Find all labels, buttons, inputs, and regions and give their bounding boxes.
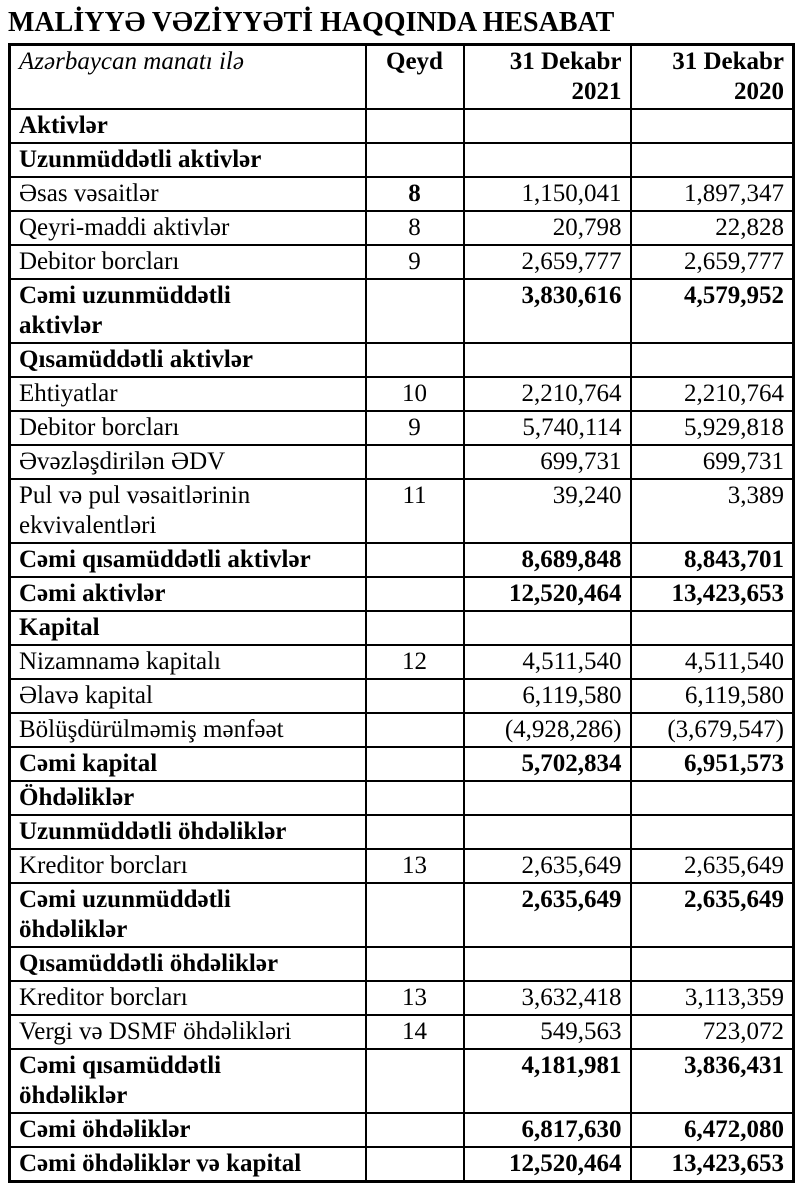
row-value-2021: 2,635,649 bbox=[464, 849, 631, 883]
row-value-2020: 1,897,347 bbox=[631, 177, 794, 211]
page-title: MALİYYƏ VƏZİYYƏTİ HAQQINDA HESABAT bbox=[8, 7, 615, 38]
row-label: Əsas vəsaitlər bbox=[10, 177, 366, 211]
row-label: Nizamnamə kapitalı bbox=[10, 645, 366, 679]
row-value-2021 bbox=[464, 343, 631, 377]
row-value-2020: 2,210,764 bbox=[631, 377, 794, 411]
table-row bbox=[10, 611, 794, 645]
row-note bbox=[366, 747, 464, 781]
row-value-2021 bbox=[464, 143, 631, 177]
row-label: Cəmi uzunmüddətli aktivlər bbox=[10, 279, 366, 343]
row-value-2021: 2,210,764 bbox=[464, 377, 631, 411]
row-value-2020: 6,119,580 bbox=[631, 679, 794, 713]
row-label: Cəmi öhdəliklər bbox=[10, 1113, 366, 1147]
row-value-2020: 13,423,653 bbox=[631, 577, 794, 611]
row-value-2021: 4,511,540 bbox=[464, 645, 631, 679]
table-row bbox=[10, 1049, 794, 1113]
row-label: Vergi və DSMF öhdəlikləri bbox=[10, 1015, 366, 1049]
row-value-2021 bbox=[464, 781, 631, 815]
table-row bbox=[10, 245, 794, 279]
row-value-2021: 3,632,418 bbox=[464, 981, 631, 1015]
row-value-2021: (4,928,286) bbox=[464, 713, 631, 747]
header-currency-note: Azərbaycan manatı ilə bbox=[10, 45, 366, 110]
row-value-2020: 3,113,359 bbox=[631, 981, 794, 1015]
table-row bbox=[10, 445, 794, 479]
row-label: Qısamüddətli aktivlər bbox=[10, 343, 366, 377]
row-value-2020: 4,579,952 bbox=[631, 279, 794, 343]
table-row bbox=[10, 815, 794, 849]
table-header-row bbox=[10, 45, 794, 110]
row-note: 8 bbox=[366, 211, 464, 245]
row-note: 9 bbox=[366, 411, 464, 445]
row-note bbox=[366, 781, 464, 815]
table-row bbox=[10, 947, 794, 981]
row-value-2020 bbox=[631, 815, 794, 849]
table-row bbox=[10, 143, 794, 177]
row-value-2020: 723,072 bbox=[631, 1015, 794, 1049]
row-note: 11 bbox=[366, 479, 464, 543]
row-value-2021: 5,740,114 bbox=[464, 411, 631, 445]
row-value-2020: 13,423,653 bbox=[631, 1147, 794, 1182]
row-value-2020 bbox=[631, 781, 794, 815]
row-label: Bölüşdürülməmiş mənfəət bbox=[10, 713, 366, 747]
row-value-2020: 22,828 bbox=[631, 211, 794, 245]
table-row bbox=[10, 1147, 794, 1182]
row-note bbox=[366, 1049, 464, 1113]
table-row bbox=[10, 109, 794, 143]
row-note: 12 bbox=[366, 645, 464, 679]
header-year-2020: 31 Dekabr 2020 bbox=[631, 45, 794, 110]
table-row bbox=[10, 1015, 794, 1049]
table-row bbox=[10, 713, 794, 747]
row-value-2021: 4,181,981 bbox=[464, 1049, 631, 1113]
row-value-2021: 2,635,649 bbox=[464, 883, 631, 947]
row-label: Cəmi öhdəliklər və kapital bbox=[10, 1147, 366, 1182]
table-row bbox=[10, 645, 794, 679]
row-note bbox=[366, 143, 464, 177]
row-note bbox=[366, 947, 464, 981]
row-label: Kreditor borcları bbox=[10, 849, 366, 883]
row-note: 14 bbox=[366, 1015, 464, 1049]
row-value-2020: (3,679,547) bbox=[631, 713, 794, 747]
row-label: Cəmi qısamüddətli aktivlər bbox=[10, 543, 366, 577]
row-value-2021: 6,817,630 bbox=[464, 1113, 631, 1147]
row-note: 8 bbox=[366, 177, 464, 211]
row-value-2020: 2,635,649 bbox=[631, 883, 794, 947]
table-row bbox=[10, 981, 794, 1015]
row-note bbox=[366, 883, 464, 947]
row-value-2021: 2,659,777 bbox=[464, 245, 631, 279]
row-label: Kreditor borcları bbox=[10, 981, 366, 1015]
row-label: Qeyri-maddi aktivlər bbox=[10, 211, 366, 245]
row-value-2021: 699,731 bbox=[464, 445, 631, 479]
row-value-2021 bbox=[464, 947, 631, 981]
row-value-2021: 549,563 bbox=[464, 1015, 631, 1049]
row-value-2020: 5,929,818 bbox=[631, 411, 794, 445]
row-label: Uzunmüddətli aktivlər bbox=[10, 143, 366, 177]
row-label: Cəmi kapital bbox=[10, 747, 366, 781]
row-value-2020 bbox=[631, 611, 794, 645]
row-note bbox=[366, 611, 464, 645]
row-value-2020: 3,836,431 bbox=[631, 1049, 794, 1113]
row-value-2021: 5,702,834 bbox=[464, 747, 631, 781]
row-value-2021 bbox=[464, 109, 631, 143]
header-note-column: Qeyd bbox=[366, 45, 464, 110]
row-value-2020 bbox=[631, 109, 794, 143]
table-row bbox=[10, 679, 794, 713]
row-note: 13 bbox=[366, 981, 464, 1015]
row-label: Ehtiyatlar bbox=[10, 377, 366, 411]
table-row bbox=[10, 479, 794, 543]
table-row bbox=[10, 1113, 794, 1147]
row-value-2021: 39,240 bbox=[464, 479, 631, 543]
row-note bbox=[366, 109, 464, 143]
row-value-2021: 8,689,848 bbox=[464, 543, 631, 577]
row-label: Öhdəliklər bbox=[10, 781, 366, 815]
table-row bbox=[10, 849, 794, 883]
row-label: Cəmi aktivlər bbox=[10, 577, 366, 611]
table-row bbox=[10, 411, 794, 445]
table-row bbox=[10, 577, 794, 611]
row-label: Pul və pul vəsaitlərinin ekvivalentləri bbox=[10, 479, 366, 543]
row-value-2021: 20,798 bbox=[464, 211, 631, 245]
row-note: 10 bbox=[366, 377, 464, 411]
table-row bbox=[10, 279, 794, 343]
row-value-2020 bbox=[631, 343, 794, 377]
table-row bbox=[10, 177, 794, 211]
row-note bbox=[366, 679, 464, 713]
financial-position-table bbox=[8, 43, 795, 1183]
row-label: Əlavə kapital bbox=[10, 679, 366, 713]
row-note bbox=[366, 577, 464, 611]
table-row bbox=[10, 781, 794, 815]
row-note bbox=[366, 1113, 464, 1147]
row-note bbox=[366, 343, 464, 377]
row-value-2021: 12,520,464 bbox=[464, 1147, 631, 1182]
table-row bbox=[10, 883, 794, 947]
header-year-2021: 31 Dekabr 2021 bbox=[464, 45, 631, 110]
table-row bbox=[10, 377, 794, 411]
row-value-2021: 3,830,616 bbox=[464, 279, 631, 343]
row-value-2021 bbox=[464, 611, 631, 645]
row-note: 9 bbox=[366, 245, 464, 279]
row-value-2021 bbox=[464, 815, 631, 849]
row-value-2020 bbox=[631, 947, 794, 981]
row-value-2020: 3,389 bbox=[631, 479, 794, 543]
row-note bbox=[366, 279, 464, 343]
row-value-2020: 2,659,777 bbox=[631, 245, 794, 279]
table-row bbox=[10, 211, 794, 245]
row-label: Aktivlər bbox=[10, 109, 366, 143]
row-label: Kapital bbox=[10, 611, 366, 645]
row-label: Cəmi qısamüddətli öhdəliklər bbox=[10, 1049, 366, 1113]
row-value-2021: 1,150,041 bbox=[464, 177, 631, 211]
row-note bbox=[366, 815, 464, 849]
row-note bbox=[366, 713, 464, 747]
row-value-2020: 2,635,649 bbox=[631, 849, 794, 883]
row-value-2020: 8,843,701 bbox=[631, 543, 794, 577]
table-row bbox=[10, 747, 794, 781]
row-value-2021: 12,520,464 bbox=[464, 577, 631, 611]
row-note bbox=[366, 1147, 464, 1182]
row-value-2020: 4,511,540 bbox=[631, 645, 794, 679]
table-row bbox=[10, 343, 794, 377]
row-label: Uzunmüddətli öhdəliklər bbox=[10, 815, 366, 849]
row-label: Debitor borcları bbox=[10, 245, 366, 279]
row-value-2021: 6,119,580 bbox=[464, 679, 631, 713]
row-label: Cəmi uzunmüddətli öhdəliklər bbox=[10, 883, 366, 947]
row-value-2020 bbox=[631, 143, 794, 177]
row-label: Qısamüddətli öhdəliklər bbox=[10, 947, 366, 981]
row-note: 13 bbox=[366, 849, 464, 883]
row-value-2020: 6,951,573 bbox=[631, 747, 794, 781]
table-body bbox=[10, 109, 794, 1182]
row-note bbox=[366, 445, 464, 479]
table-row bbox=[10, 543, 794, 577]
row-label: Əvəzləşdirilən ƏDV bbox=[10, 445, 366, 479]
row-value-2020: 699,731 bbox=[631, 445, 794, 479]
row-value-2020: 6,472,080 bbox=[631, 1113, 794, 1147]
row-note bbox=[366, 543, 464, 577]
row-label: Debitor borcları bbox=[10, 411, 366, 445]
